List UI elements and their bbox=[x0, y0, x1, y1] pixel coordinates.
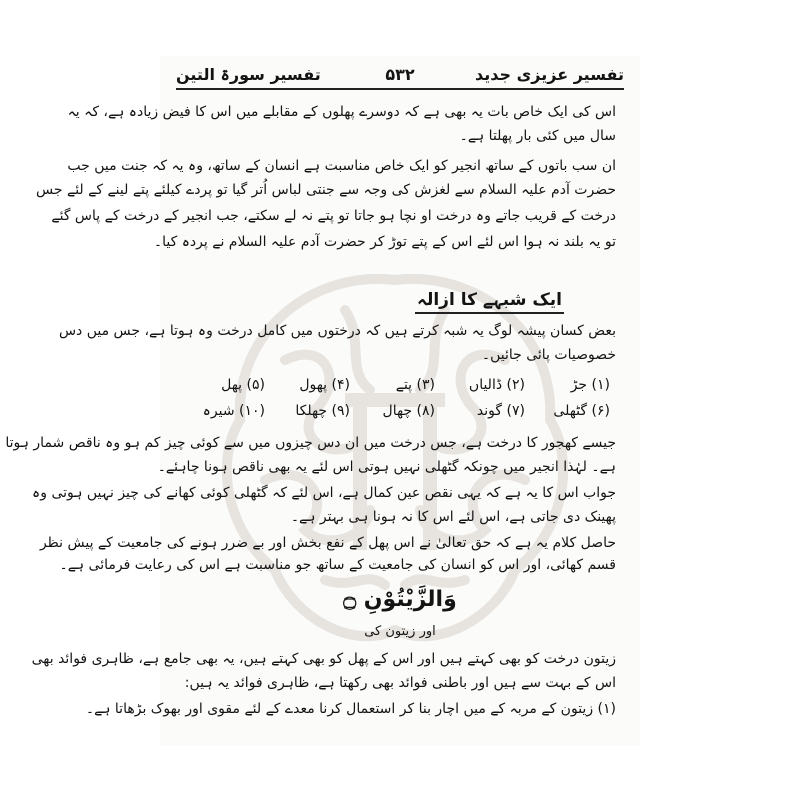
text-line: بعض کسان پیشہ لوگ یہ شبہ کرتے ہیں کہ درختوں میں کامل درخت وہ ہوتا ہے، جس میں دس bbox=[58, 323, 616, 339]
feature-item: (۷) گوند bbox=[476, 403, 525, 419]
text-line: جیسے کھجور کا درخت ہے، جس درخت میں ان دس چیزوں میں سے کوئی چیز کم ہو وہ ناقص شمار ہوتا bbox=[5, 435, 616, 451]
text-line: پھینک دی جاتی ہے، اس لئے اس کا نہ ہونا ہی بہتر ہے۔ bbox=[290, 509, 616, 525]
text-line: تو یہ بلند نہ ہوا اس لئے اس کے پتے توڑ کر حضرت آدم علیہ السلام نے پردہ کیا۔ bbox=[153, 234, 616, 250]
text-line: (۱) زیتون کے مربہ کے میں اچار بنا کر استعمال کرنا معدے کے لئے مقوی اور بھوک بڑھاتا ہے۔ bbox=[85, 701, 616, 717]
text-line: حضرت آدم علیہ السلام سے لغزش کی وجہ سے جنتی لباس اُتر گیا تو پردے کیلئے پتے لینے کے لئے جس bbox=[36, 182, 616, 198]
text-line: اس کی ایک خاص بات یہ بھی ہے کہ دوسرے پھلوں کے مقابلے میں اس کا فیض زیادہ ہے، کہ یہ bbox=[67, 104, 616, 120]
surah-title: تفسیر سورۃ التین bbox=[176, 65, 321, 84]
text-line: ہے۔ لہٰذا انجیر میں چونکہ گٹھلی نہیں ہوتی اس لئے یہ بھی ناقص ہونا چاہئے۔ bbox=[157, 459, 616, 475]
running-header bbox=[176, 64, 624, 90]
quran-verse: وَالزَّیْتُوْنِ ۝ bbox=[343, 587, 457, 612]
feature-item: (۲) ڈالیاں bbox=[468, 377, 525, 393]
text-line: جواب اس کا یہ ہے کہ یہی نقص عین کمال ہے، اس لئے کہ گٹھلی کوئی کھانے کی چیز نہیں ہوتی وہ bbox=[32, 485, 616, 501]
section-heading: ایک شبہے کا ازالہ bbox=[415, 290, 564, 314]
verse-translation: اور زیتون کی bbox=[364, 624, 436, 639]
feature-item: (۳) پتے bbox=[395, 377, 435, 393]
feature-item: (۱) جڑ bbox=[570, 377, 610, 393]
text-line: اس کے بہت سے ہیں اور باطنی فوائد بھی رکھتا ہے، ظاہری فوائد یہ ہیں: bbox=[184, 675, 616, 691]
feature-item: (۴) پھول bbox=[299, 377, 350, 393]
book-title: تفسیر عزیزی جدید bbox=[475, 65, 624, 84]
page-number: ۵۳۲ bbox=[385, 65, 415, 84]
text-line: قسم کھائی، اور اس کو انسان کی جامعیت کے ساتھ جو مناسبت ہے اس کی رعایت فرمائی ہے۔ bbox=[59, 557, 616, 573]
text-line: خصوصیات پائی جائیں۔ bbox=[481, 347, 616, 363]
feature-item: (۹) چھلکا bbox=[295, 403, 350, 419]
feature-item: (۵) پھل bbox=[221, 377, 265, 393]
text-line: حاصل کلام یہ ہے کہ حق تعالیٰ نے اس پھل کے نفع بخش اور بے ضرر ہونے کی جامعیت کے پیش نظر bbox=[39, 535, 616, 551]
feature-item: (۱۰) شیرہ bbox=[202, 403, 265, 419]
text-line: ان سب باتوں کے ساتھ انجیر کو ایک خاص مناسبت ہے انسان کے ساتھ، وہ یہ کہ جنت میں جب bbox=[67, 158, 616, 174]
text-line: زیتون درخت کو بھی کہتے ہیں اور اس کے پھل کو بھی کہتے ہیں، یہ بھی جامع ہے، ظاہری فوائد بھی bbox=[31, 651, 616, 667]
text-line: سال میں کئی بار پھلتا ہے۔ bbox=[459, 128, 616, 144]
text-line: درخت کے قریب جاتے وہ درخت او نچا ہو جاتا تو پتے نہ لے سکتے، جب انجیر کے درخت کے پاس گئے bbox=[51, 208, 616, 224]
feature-item: (۸) چھال bbox=[382, 403, 435, 419]
feature-item: (۶) گٹھلی bbox=[553, 403, 610, 419]
